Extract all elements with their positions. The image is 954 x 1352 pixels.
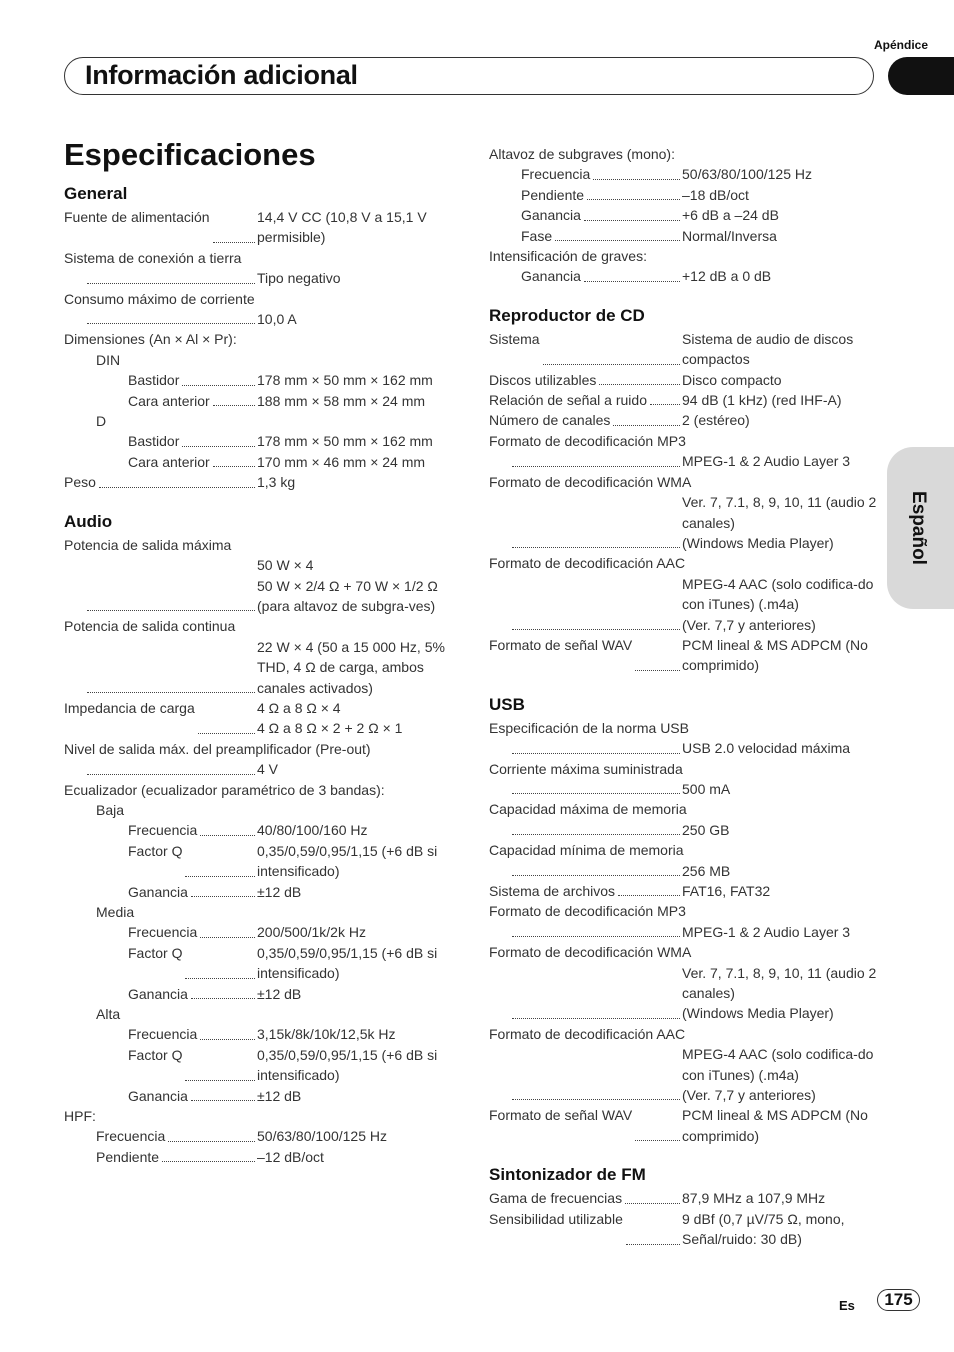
section-heading: Reproductor de CD — [489, 305, 645, 325]
spec-row — [489, 164, 881, 184]
spec-row — [64, 555, 456, 616]
spec-label-cell — [64, 698, 257, 739]
spec-label-cell — [64, 1045, 257, 1086]
spec-label: Cara anterior — [128, 453, 210, 470]
spec-row — [64, 759, 456, 779]
spec-row — [64, 698, 456, 739]
spec-subheading: Formato de decodificación WMA — [489, 944, 692, 961]
spec-value: MPEG-1 & 2 Audio Layer 3 — [682, 923, 851, 940]
spec-value: 1,3 kg — [257, 474, 296, 491]
section-heading: General — [64, 184, 128, 203]
spec-value: 178 mm × 50 mm × 162 mm — [257, 372, 433, 389]
spec-row — [64, 431, 456, 451]
dot-leader — [87, 774, 255, 775]
dot-leader — [512, 547, 680, 548]
spec-row — [489, 881, 881, 901]
spec-label: Frecuencia — [128, 822, 198, 839]
spec-value: Ver. 7, 7.1, 8, 9, 10, 11 (audio 2 canales) (Windows Media Player) — [682, 964, 877, 1022]
spec-value: 0,35/0,59/0,95/1,15 (+6 dB si intensificado) — [257, 1046, 438, 1084]
spec-row — [489, 635, 881, 676]
spec-row — [489, 738, 881, 758]
spec-subheading: Formato de decodificación AAC — [489, 555, 686, 572]
spec-value: 250 GB — [682, 821, 730, 838]
spec-label: Sistema de archivos — [489, 883, 616, 899]
spec-row — [64, 1126, 456, 1146]
dot-leader — [512, 753, 680, 754]
spec-subheading: Potencia de salida máxima — [64, 536, 232, 553]
dot-leader — [191, 896, 255, 897]
spec-row — [489, 410, 881, 430]
spec-label: Pendiente — [521, 186, 585, 203]
spec-subheading: Dimensiones (An × Al × Pr): — [64, 331, 237, 348]
spec-label-cell — [64, 922, 257, 942]
dot-leader — [512, 466, 680, 467]
dot-leader — [593, 179, 680, 180]
dot-leader — [626, 1244, 680, 1245]
spec-value: –12 dB/oct — [257, 1148, 324, 1165]
spec-label: Formato de señal WAV — [489, 636, 633, 653]
spec-row — [489, 963, 881, 1024]
spec-label-cell — [489, 1188, 682, 1208]
section-heading: USB — [489, 694, 525, 714]
spec-subheading: Alta — [96, 1006, 121, 1023]
spec-label: Fuente de alimentación — [64, 209, 210, 225]
spec-row — [489, 226, 881, 246]
header-banner — [64, 57, 874, 95]
spec-row — [64, 452, 456, 472]
dot-leader — [618, 895, 680, 896]
spec-row — [489, 329, 881, 370]
dot-leader — [512, 834, 680, 835]
dot-leader — [635, 670, 680, 671]
spec-value: 22 W × 4 (50 a 15 000 Hz, 5% THD, 4 Ω de carga, ambos canales activados) — [257, 638, 445, 696]
dot-leader — [613, 425, 680, 426]
dot-leader — [512, 875, 680, 876]
spec-value: MPEG-4 AAC (solo codifica-do con iTunes) (.m4a) (Ver. 7,7 y anteriores) — [682, 575, 874, 633]
spec-label: Bastidor — [128, 433, 180, 450]
spec-value: Sistema de audio de discos compactos — [682, 330, 854, 368]
spec-label-cell — [489, 820, 682, 840]
spec-label-cell — [64, 207, 257, 248]
spec-value: Tipo negativo — [257, 270, 341, 287]
spec-value: PCM lineal & MS ADPCM (No comprimido) — [682, 1107, 868, 1144]
spec-value: Disco compacto — [682, 371, 782, 388]
spec-row — [64, 309, 456, 329]
spec-value: 4 V — [257, 761, 279, 778]
spec-value: 9 dBf (0,7 µV/75 Ω, mono, Señal/ruido: 30 dB) — [682, 1210, 845, 1248]
dot-leader — [185, 978, 255, 979]
dot-leader — [625, 1203, 680, 1204]
spec-value: –18 dB/oct — [682, 186, 749, 203]
spec-label: Sensibilidad utilizable — [489, 1210, 623, 1227]
spec-subheading: Especificación de la norma USB — [489, 719, 689, 736]
spec-value: 4 Ω a 8 Ω × 4 4 Ω a 8 Ω × 2 + 2 Ω × 1 — [257, 699, 403, 737]
spec-value: 50/63/80/100/125 Hz — [257, 1128, 387, 1145]
spec-label-cell — [64, 309, 257, 329]
spec-label-cell — [489, 881, 682, 901]
spec-row — [489, 205, 881, 225]
spec-subheading: Nivel de salida máx. del preamplificador (Pre-out) — [64, 740, 371, 757]
spec-subheading: D — [96, 413, 107, 430]
dot-leader — [213, 466, 255, 467]
spec-label-cell — [64, 637, 257, 698]
spec-value: 14,4 V CC (10,8 V a 15,1 V permisible) — [257, 209, 427, 246]
spec-row — [489, 451, 881, 471]
spec-value: 500 mA — [682, 780, 731, 797]
spec-row — [64, 370, 456, 390]
spec-value: PCM lineal & MS ADPCM (No comprimido) — [682, 636, 868, 674]
spec-value: 0,35/0,59/0,95/1,15 (+6 dB si intensificado) — [257, 842, 438, 880]
spec-row — [489, 266, 881, 286]
spec-label-cell — [489, 574, 682, 635]
spec-value: ±12 dB — [257, 1087, 302, 1104]
spec-row — [489, 390, 881, 410]
spec-label-cell — [489, 1209, 682, 1250]
spec-label-cell — [64, 370, 257, 390]
dot-leader — [512, 936, 680, 937]
dot-leader — [200, 835, 255, 836]
dot-leader — [635, 1140, 680, 1141]
spec-label: Frecuencia — [128, 1026, 198, 1043]
spec-label-cell — [64, 759, 257, 779]
spec-row — [489, 370, 881, 390]
dot-leader — [599, 384, 680, 385]
spec-column-left — [64, 177, 456, 1167]
spec-label: Sistema — [489, 330, 540, 347]
spec-row — [64, 841, 456, 882]
spec-label-cell — [489, 205, 682, 225]
spec-label: Número de canales — [489, 412, 611, 429]
spec-value: +6 dB a –24 dB — [682, 207, 779, 224]
spec-value: 170 mm × 46 mm × 24 mm — [257, 453, 426, 470]
spec-label-cell — [489, 370, 682, 390]
spec-subheading: Capacidad mínima de memoria — [489, 842, 684, 859]
dot-leader — [213, 242, 255, 243]
dot-leader — [87, 692, 255, 693]
spec-label-cell — [64, 882, 257, 902]
spec-label-cell — [64, 391, 257, 411]
spec-label: Discos utilizables — [489, 371, 597, 388]
spec-label-cell — [489, 185, 682, 205]
page-language-code: Es — [839, 1298, 855, 1313]
spec-row — [489, 574, 881, 635]
spec-value: FAT16, FAT32 — [682, 883, 771, 899]
spec-value: MPEG-1 & 2 Audio Layer 3 — [682, 453, 851, 470]
spec-label: Ganancia — [128, 1087, 188, 1104]
spec-value: 200/500/1k/2k Hz — [257, 924, 366, 941]
spec-label-cell — [64, 431, 257, 451]
dot-leader — [512, 629, 680, 630]
spec-row — [64, 1045, 456, 1086]
spec-label-cell — [489, 226, 682, 246]
spec-value: ±12 dB — [257, 985, 302, 1002]
page-title: Especificaciones — [64, 137, 316, 172]
spec-row — [64, 472, 456, 492]
spec-value: Normal/Inversa — [682, 227, 777, 244]
spec-label-cell — [489, 410, 682, 430]
spec-subheading: Baja — [96, 801, 125, 818]
spec-subheading: Formato de decodificación MP3 — [489, 432, 686, 449]
spec-label-cell — [489, 164, 682, 184]
spec-label: Cara anterior — [128, 392, 210, 409]
spec-label-cell — [489, 329, 682, 370]
dot-leader — [543, 364, 680, 365]
spec-label: Ganancia — [128, 883, 188, 900]
spec-label-cell — [64, 1126, 257, 1146]
spec-row — [64, 820, 456, 840]
dot-leader — [213, 405, 255, 406]
spec-label-cell — [489, 635, 682, 676]
spec-subheading: Ecualizador (ecualizador paramétrico de 3 bandas): — [64, 781, 385, 798]
spec-row — [64, 984, 456, 1004]
dot-leader — [512, 1018, 680, 1019]
spec-value: 87,9 MHz a 107,9 MHz — [682, 1190, 826, 1207]
spec-row — [64, 207, 456, 248]
spec-label-cell — [489, 738, 682, 758]
spec-label-cell — [64, 555, 257, 616]
spec-value: 40/80/100/160 Hz — [257, 822, 368, 839]
spec-value: 94 dB (1 kHz) (red IHF-A) — [682, 392, 842, 409]
spec-value: 178 mm × 50 mm × 162 mm — [257, 433, 433, 450]
spec-subheading: Intensificación de graves: — [489, 248, 647, 265]
spec-subheading: Altavoz de subgraves (mono): — [489, 146, 675, 162]
spec-label: Peso — [64, 474, 96, 491]
spec-value: 188 mm × 58 mm × 24 mm — [257, 392, 426, 409]
spec-row — [489, 1044, 881, 1105]
spec-label: Factor Q — [128, 944, 183, 961]
spec-row — [489, 1188, 881, 1208]
spec-label: Ganancia — [128, 985, 188, 1002]
spec-label: Factor Q — [128, 1046, 183, 1063]
spec-label-cell — [489, 922, 682, 942]
spec-value: ±12 dB — [257, 883, 302, 900]
dot-leader — [587, 199, 680, 200]
spec-subheading: DIN — [96, 351, 121, 368]
spec-value: USB 2.0 velocidad máxima — [682, 740, 851, 757]
spec-label-cell — [489, 451, 682, 471]
dot-leader — [185, 1080, 255, 1081]
page-number: 175 — [877, 1289, 920, 1311]
spec-label: Gama de frecuencias — [489, 1190, 623, 1207]
dot-leader — [198, 733, 255, 734]
spec-row — [489, 820, 881, 840]
section-gap — [489, 676, 881, 688]
spec-label-cell — [64, 1086, 257, 1106]
section-heading: Sintonizador de FM — [489, 1165, 646, 1185]
spec-row — [64, 391, 456, 411]
spec-row — [64, 922, 456, 942]
spec-subheading: Potencia de salida continua — [64, 618, 236, 635]
dot-leader — [182, 385, 255, 386]
spec-label: Ganancia — [521, 207, 581, 224]
spec-label-cell — [489, 266, 682, 286]
spec-column-right — [489, 144, 881, 1250]
dot-leader — [200, 937, 255, 938]
spec-label-cell — [489, 779, 682, 799]
spec-row — [489, 1209, 881, 1250]
spec-label-cell — [489, 1044, 682, 1105]
spec-row — [489, 1105, 881, 1146]
spec-label-cell — [64, 984, 257, 1004]
spec-label: Frecuencia — [96, 1128, 166, 1145]
dot-leader — [584, 220, 680, 221]
spec-label-cell — [64, 1147, 257, 1167]
spec-row — [64, 268, 456, 288]
dot-leader — [87, 323, 255, 324]
spec-label-cell — [489, 390, 682, 410]
spec-label-cell — [64, 452, 257, 472]
section-label: Apéndice — [873, 38, 928, 52]
dot-leader — [168, 1141, 255, 1142]
spec-label-cell — [64, 943, 257, 984]
dot-leader — [555, 240, 680, 241]
dot-leader — [182, 446, 255, 447]
spec-row — [64, 1147, 456, 1167]
spec-subheading: Media — [96, 904, 135, 920]
spec-label-cell — [64, 1024, 257, 1044]
spec-row — [64, 1086, 456, 1106]
spec-subheading: HPF: — [64, 1108, 96, 1125]
section-heading: Audio — [64, 511, 113, 531]
spec-label: Impedancia de carga — [64, 699, 195, 716]
header-title: Información adicional — [85, 60, 358, 90]
spec-value: MPEG-4 AAC (solo codifica-do con iTunes) (.m4a) (Ver. 7,7 y anteriores) — [682, 1046, 874, 1104]
language-tab-label: Español — [908, 491, 929, 565]
spec-value: Ver. 7, 7.1, 8, 9, 10, 11 (audio 2 canales) (Windows Media Player) — [682, 494, 877, 551]
spec-subheading: Consumo máximo de corriente — [64, 290, 255, 307]
dot-leader — [512, 793, 680, 794]
spec-label: Frecuencia — [521, 166, 591, 183]
spec-label: Factor Q — [128, 842, 183, 859]
dot-leader — [512, 1099, 680, 1100]
spec-label: Relación de señal a ruido — [489, 392, 647, 409]
spec-row — [64, 943, 456, 984]
spec-label-cell — [489, 963, 682, 1024]
spec-label-cell — [489, 861, 682, 881]
dot-leader — [162, 1161, 255, 1162]
spec-row — [489, 779, 881, 799]
dot-leader — [191, 998, 255, 999]
spec-row — [489, 492, 881, 553]
spec-value: 50/63/80/100/125 Hz — [682, 166, 812, 183]
dot-leader — [87, 283, 255, 284]
spec-value: 50 W × 4 50 W × 2/4 Ω + 70 W × 1/2 Ω (para altavoz de subgra-ves) — [257, 557, 438, 614]
spec-label: Fase — [521, 227, 553, 244]
dot-leader — [650, 404, 680, 405]
spec-label: Pendiente — [96, 1148, 160, 1165]
section-gap — [489, 287, 881, 299]
spec-value: 256 MB — [682, 862, 731, 879]
spec-row — [489, 185, 881, 205]
section-gap — [64, 493, 456, 505]
spec-row — [64, 1024, 456, 1044]
spec-value: +12 dB a 0 dB — [682, 268, 772, 285]
dot-leader — [191, 1100, 255, 1101]
dot-leader — [185, 876, 255, 877]
spec-label: Ganancia — [521, 268, 581, 285]
spec-subheading: Corriente máxima suministrada — [489, 760, 683, 777]
dot-leader — [584, 281, 680, 282]
spec-label: Formato de señal WAV — [489, 1107, 633, 1124]
spec-subheading: Formato de decodificación MP3 — [489, 903, 686, 920]
spec-row — [489, 861, 881, 881]
spec-label: Frecuencia — [128, 924, 198, 941]
section-gap — [489, 1146, 881, 1158]
spec-subheading: Formato de decodificación WMA — [489, 473, 692, 490]
spec-value: 2 (estéreo) — [682, 412, 750, 429]
spec-label-cell — [489, 492, 682, 553]
spec-subheading: Sistema de conexión a tierra — [64, 249, 242, 266]
spec-value: 0,35/0,59/0,95/1,15 (+6 dB si intensificado) — [257, 944, 438, 982]
spec-label-cell — [64, 268, 257, 288]
header-tab-marker — [888, 57, 954, 95]
dot-leader — [99, 487, 255, 488]
dot-leader — [87, 610, 255, 611]
spec-value: 10,0 A — [257, 311, 297, 328]
spec-row — [64, 637, 456, 698]
spec-row — [64, 882, 456, 902]
spec-label-cell — [64, 841, 257, 882]
spec-subheading: Formato de decodificación AAC — [489, 1025, 686, 1042]
dot-leader — [200, 1039, 255, 1040]
spec-row — [489, 922, 881, 942]
spec-value: 3,15k/8k/10k/12,5k Hz — [257, 1026, 396, 1043]
spec-subheading: Capacidad máxima de memoria — [489, 801, 687, 818]
spec-label-cell — [489, 1105, 682, 1146]
spec-label-cell — [64, 472, 257, 492]
spec-label: Bastidor — [128, 372, 180, 389]
spec-label-cell — [64, 820, 257, 840]
